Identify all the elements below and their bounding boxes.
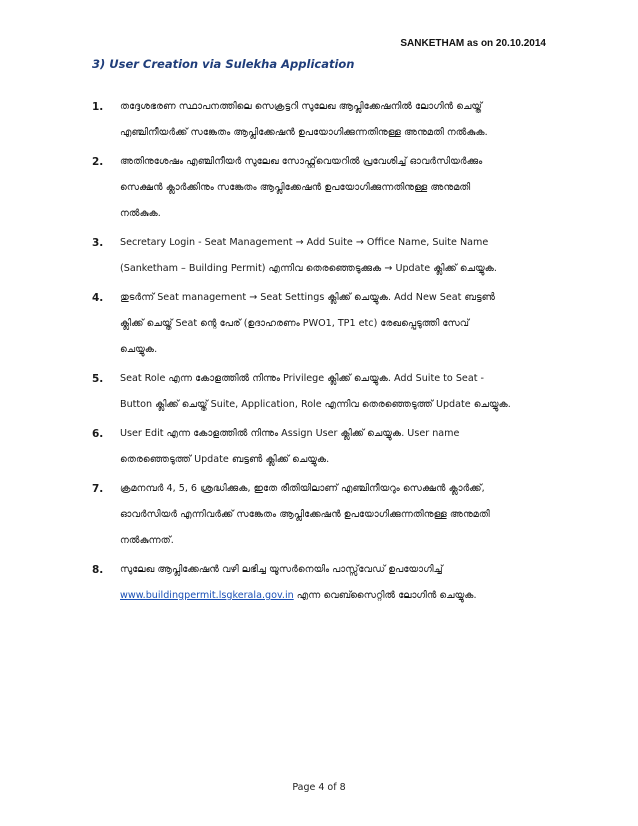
list-item — [92, 230, 546, 282]
item-number: 1. — [92, 101, 104, 113]
list-item — [92, 421, 546, 473]
item-text-line: എഞ്ചിനീയർക്ക് സങ്കേതം ആപ്ലിക്കേഷൻ ഉപയോഗിക്കുന്നതിനുള്ള അനുമതി നൽകുക. — [120, 127, 488, 138]
item-text-line: ക്ലിക്ക് ചെയ്ത് Seat ന്റെ പേര് (ഉദാഹരണം PWO1, TP1 etc) രേഖപ്പെടുത്തി സേവ് — [120, 318, 470, 329]
item-number: 7. — [92, 483, 104, 495]
item-text-line: Seat Role എന്ന കോളത്തിൽ നിന്നും Privilege ക്ലിക്ക് ചെയ്യുക. Add Suite to Seat - — [120, 373, 484, 384]
item-text-line: തെരഞ്ഞെടുത്ത് Update ബട്ടൺ ക്ലിക്ക് ചെയ്യുക. — [120, 454, 330, 465]
item-number: 3. — [92, 237, 104, 249]
item-text-line: നൽകുന്നത്. — [120, 535, 174, 546]
item-text-line: ചെയ്യുക. — [120, 344, 158, 355]
item-number: 8. — [92, 564, 104, 576]
section-title: 3) User Creation via Sulekha Application — [92, 57, 355, 71]
list-item — [92, 94, 546, 146]
list-item — [92, 149, 546, 227]
list-item — [92, 476, 546, 554]
page-footer: Page 4 of 8 — [292, 782, 346, 793]
item-text-line: Secretary Login - Seat Management → Add Suite → Office Name, Suite Name — [120, 237, 489, 248]
instruction-list — [92, 94, 546, 612]
item-number: 5. — [92, 373, 104, 385]
list-item — [92, 285, 546, 363]
item-number: 4. — [92, 292, 104, 304]
item-text-line: Button ക്ലിക്ക് ചെയ്ത് Suite, Application, Role എന്നിവ തെരഞ്ഞെടുത്ത് Update ചെയ്യുക. — [120, 399, 511, 410]
item-text-line: തദ്ദേശഭരണ സ്ഥാപനത്തിലെ സെക്രട്ടറി സുലേഖ ആപ്ലിക്കേഷനിൽ ലോഗിൻ ചെയ്ത് — [120, 101, 483, 112]
item-text-line: സുലേഖ ആപ്ലിക്കേഷൻ വഴി ലഭിച്ച യൂസർനെയിം പാസ്സ്‌വേഡ് ഉപയോഗിച്ച് — [120, 564, 443, 575]
item-text-line: സെക്ഷൻ ക്ലാർക്കിനും സങ്കേതം ആപ്ലിക്കേഷൻ ഉപയോഗിക്കുന്നതിനുള്ള അനുമതി — [120, 182, 471, 193]
list-item — [92, 557, 546, 609]
item-text-line — [120, 583, 546, 609]
item-text-line: User Edit എന്ന കോളത്തിൽ നിന്നും Assign User ക്ലിക്ക് ചെയ്യുക. User name — [120, 428, 460, 439]
page-header: SANKETHAM as on 20.10.2014 — [400, 38, 546, 49]
item-number: 2. — [92, 156, 104, 168]
list-item — [92, 366, 546, 418]
website-link[interactable]: www.buildingpermit.lsgkerala.gov.in — [120, 590, 294, 601]
item-text-line: ഓവർസിയർ എന്നിവർക്ക് സങ്കേതം ആപ്ലിക്കേഷൻ ഉപയോഗിക്കുന്നതിനുള്ള അനുമതി — [120, 509, 490, 520]
item-text-line: ക്രമനമ്പർ 4, 5, 6 ശ്രദ്ധിക്കുക, ഇതേ രീതിയിലാണ് എഞ്ചിനീയറും സെക്ഷൻ ക്ലാർക്ക്, — [120, 483, 485, 494]
item-text-tail: എന്ന വെബ്സൈറ്റിൽ ലോഗിൻ ചെയ്യുക. — [293, 590, 477, 601]
item-text-line: തുടർന്ന് Seat management → Seat Settings ക്ലിക്ക് ചെയ്യുക. Add New Seat ബട്ടൺ — [120, 292, 496, 303]
item-text-line: നൽകുക. — [120, 208, 161, 219]
item-number: 6. — [92, 428, 104, 440]
item-text-line: (Sanketham – Building Permit) എന്നിവ തെരഞ്ഞെടുക്കുക → Update ക്ലിക്ക് ചെയ്യുക. — [120, 263, 497, 274]
item-text-line: അതിനുശേഷം എഞ്ചിനീയർ സുലേഖ സോഫ്റ്റ്‌വെയറിൽ പ്രവേശിച്ച് ഓവർസിയർക്കും — [120, 156, 483, 167]
